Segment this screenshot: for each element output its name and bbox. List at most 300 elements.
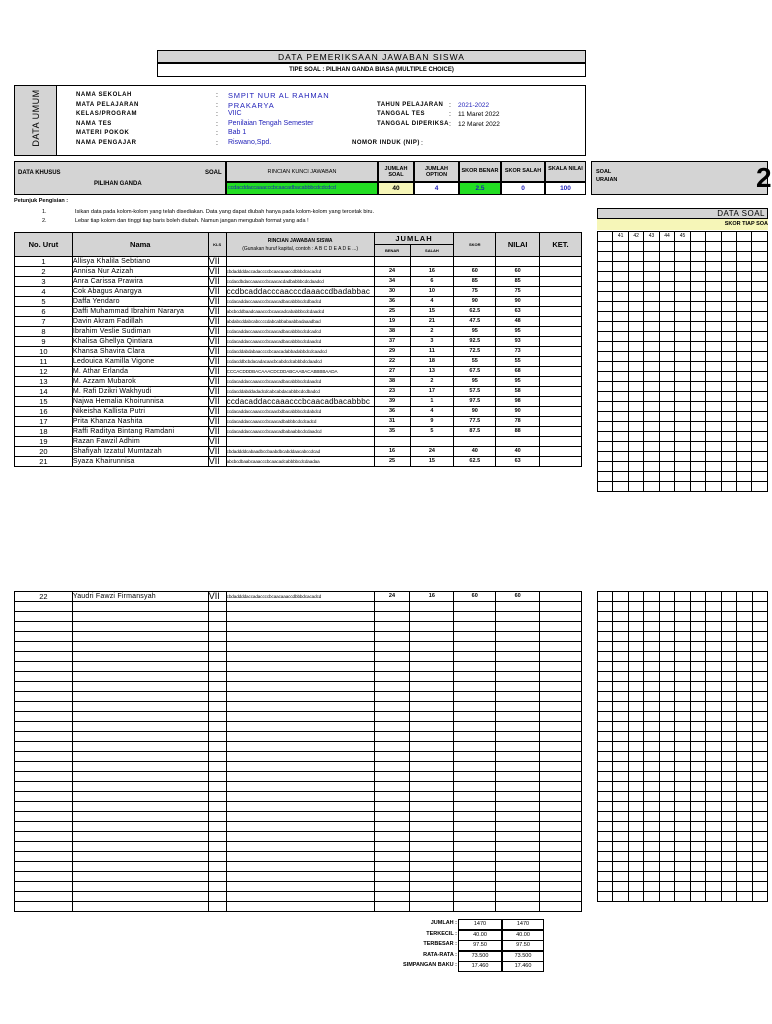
empty-cell[interactable]	[540, 732, 582, 742]
skor-soal-cell[interactable]	[613, 842, 628, 852]
skor-soal-cell[interactable]	[675, 692, 690, 702]
skor-soal-cell[interactable]	[598, 812, 613, 822]
empty-cell[interactable]	[15, 682, 73, 692]
empty-cell[interactable]	[15, 882, 73, 892]
skor-soal-cell[interactable]	[706, 442, 721, 452]
empty-cell[interactable]	[72, 882, 208, 892]
skor-soal-cell[interactable]	[721, 712, 736, 722]
empty-cell[interactable]	[496, 862, 540, 872]
skor-soal-cell[interactable]	[613, 332, 628, 342]
empty-cell[interactable]	[72, 612, 208, 622]
empty-cell[interactable]	[208, 642, 226, 652]
skor-soal-cell[interactable]	[690, 712, 705, 722]
row-kls[interactable]: VII	[208, 387, 226, 397]
skor-soal-cell[interactable]	[690, 292, 705, 302]
empty-cell[interactable]	[454, 722, 496, 732]
row-jawaban[interactable]	[226, 257, 374, 267]
empty-cell[interactable]	[15, 832, 73, 842]
skor-soal-cell[interactable]	[737, 472, 752, 482]
skor-soal-cell[interactable]	[752, 312, 768, 322]
skor-soal-cell[interactable]	[690, 252, 705, 262]
skor-soal-cell[interactable]	[659, 822, 674, 832]
skor-soal-cell[interactable]	[628, 292, 643, 302]
skor-soal-cell[interactable]	[598, 442, 613, 452]
empty-cell[interactable]	[410, 782, 454, 792]
skor-soal-cell[interactable]	[721, 282, 736, 292]
skor-soal-cell[interactable]	[659, 832, 674, 842]
row-jawaban[interactable]: ccdacaddaccaaacccbcaacbdbacabbbcdcdabdcd	[226, 407, 374, 417]
empty-cell[interactable]	[454, 882, 496, 892]
skor-soal-cell[interactable]	[706, 892, 721, 902]
skor-soal-cell[interactable]	[628, 372, 643, 382]
skor-soal-cell[interactable]	[706, 802, 721, 812]
empty-cell[interactable]	[15, 872, 73, 882]
skor-soal-cell[interactable]	[737, 622, 752, 632]
skor-soal-cell[interactable]	[598, 392, 613, 402]
skor-soal-cell[interactable]	[706, 652, 721, 662]
skor-soal-cell[interactable]	[628, 842, 643, 852]
empty-cell[interactable]	[226, 682, 374, 692]
empty-cell[interactable]	[72, 902, 208, 912]
skor-soal-cell[interactable]	[659, 372, 674, 382]
row-nama[interactable]: M. Athar Erlanda	[72, 367, 208, 377]
row-jawaban[interactable]: ccdacdbdaccaaacccbcaacacdadbabbbcdcdaadcd	[226, 277, 374, 287]
skor-soal-cell[interactable]	[690, 592, 705, 602]
skor-soal-cell[interactable]	[659, 312, 674, 322]
skor-soal-cell[interactable]	[613, 642, 628, 652]
skor-soal-cell[interactable]	[628, 702, 643, 712]
empty-cell[interactable]	[410, 762, 454, 772]
skor-soal-cell[interactable]	[628, 602, 643, 612]
skor-soal-cell[interactable]	[706, 602, 721, 612]
skor-soal-cell[interactable]	[737, 692, 752, 702]
skor-soal-cell[interactable]	[659, 392, 674, 402]
skor-soal-cell[interactable]	[675, 642, 690, 652]
skor-soal-cell[interactable]	[737, 432, 752, 442]
row-kls[interactable]: VII	[208, 427, 226, 437]
empty-cell[interactable]	[374, 832, 410, 842]
skor-soal-cell[interactable]	[706, 352, 721, 362]
skor-soal-cell[interactable]	[628, 892, 643, 902]
skor-soal-cell[interactable]	[659, 612, 674, 622]
empty-cell[interactable]	[72, 852, 208, 862]
skor-soal-cell[interactable]	[613, 402, 628, 412]
skor-soal-cell[interactable]	[613, 782, 628, 792]
row-jawaban[interactable]: CCCACDDDBACAAACDCDDABCAABACABBBBAADA	[226, 367, 374, 377]
row-kls[interactable]: VII	[208, 592, 226, 602]
skor-soal-cell[interactable]	[675, 242, 690, 252]
empty-cell[interactable]	[410, 752, 454, 762]
skor-soal-cell[interactable]	[737, 412, 752, 422]
skor-soal-cell[interactable]	[706, 792, 721, 802]
row-jawaban[interactable]: ccdacaddaccaaacccbcaacadbacabbbcdcdaadcd	[226, 377, 374, 387]
empty-cell[interactable]	[540, 692, 582, 702]
skor-soal-cell[interactable]	[598, 272, 613, 282]
skor-soal-cell[interactable]	[737, 892, 752, 902]
skor-soal-cell[interactable]	[737, 342, 752, 352]
skor-soal-cell[interactable]	[613, 752, 628, 762]
empty-cell[interactable]	[496, 692, 540, 702]
skor-soal-cell[interactable]	[706, 662, 721, 672]
skor-soal-cell[interactable]	[721, 252, 736, 262]
skor-soal-cell[interactable]	[659, 412, 674, 422]
skor-soal-cell[interactable]	[644, 632, 659, 642]
empty-cell[interactable]	[72, 822, 208, 832]
empty-cell[interactable]	[226, 822, 374, 832]
skor-soal-cell[interactable]	[659, 302, 674, 312]
empty-cell[interactable]	[15, 702, 73, 712]
row-jawaban[interactable]: ccdacaddaccaaacccbcaacadbacabbbcdcdcadcd	[226, 327, 374, 337]
empty-cell[interactable]	[454, 632, 496, 642]
skor-soal-cell[interactable]	[690, 242, 705, 252]
skor-soal-cell[interactable]	[659, 362, 674, 372]
empty-cell[interactable]	[374, 732, 410, 742]
empty-cell[interactable]	[374, 652, 410, 662]
skor-soal-cell[interactable]	[659, 452, 674, 462]
empty-cell[interactable]	[496, 762, 540, 772]
skor-soal-cell[interactable]	[721, 432, 736, 442]
skor-soal-cell[interactable]	[706, 332, 721, 342]
row-jawaban[interactable]: ccdacaddaccaaacccbcaacadbabaabbcdcdaadcd	[226, 427, 374, 437]
empty-cell[interactable]	[374, 872, 410, 882]
empty-cell[interactable]	[15, 852, 73, 862]
row-jawaban[interactable]: ccdacddabddadadcdcabcabdacabbbcdcdbadcd	[226, 387, 374, 397]
skor-soal-cell[interactable]	[613, 662, 628, 672]
skor-soal-cell[interactable]	[752, 822, 767, 832]
empty-cell[interactable]	[226, 862, 374, 872]
skor-soal-cell[interactable]	[644, 712, 659, 722]
empty-cell[interactable]	[72, 832, 208, 842]
skor-soal-cell[interactable]	[644, 382, 659, 392]
skor-soal-cell[interactable]	[690, 362, 705, 372]
empty-cell[interactable]	[226, 742, 374, 752]
empty-cell[interactable]	[72, 602, 208, 612]
skor-soal-cell[interactable]	[628, 652, 643, 662]
empty-cell[interactable]	[226, 782, 374, 792]
skor-soal-cell[interactable]	[675, 602, 690, 612]
skor-soal-cell[interactable]	[659, 762, 674, 772]
skor-soal-cell[interactable]	[752, 802, 767, 812]
skor-soal-cell[interactable]	[675, 372, 690, 382]
empty-cell[interactable]	[496, 902, 540, 912]
skor-soal-cell[interactable]	[628, 382, 643, 392]
skor-soal-cell[interactable]	[598, 372, 613, 382]
row-jawaban[interactable]: ccdacddabdabaaccccbcaacadabbadabbdcdcaadcd	[226, 347, 374, 357]
skor-soal-cell[interactable]	[675, 302, 690, 312]
skor-soal-cell[interactable]	[737, 712, 752, 722]
empty-cell[interactable]	[374, 802, 410, 812]
skor-soal-cell[interactable]	[613, 832, 628, 842]
skor-soal-cell[interactable]	[706, 692, 721, 702]
empty-cell[interactable]	[454, 772, 496, 782]
info-value[interactable]: Bab 1	[228, 129, 247, 136]
skor-soal-cell[interactable]	[613, 432, 628, 442]
skor-soal-cell[interactable]	[737, 772, 752, 782]
empty-cell[interactable]	[454, 842, 496, 852]
empty-cell[interactable]	[15, 812, 73, 822]
empty-cell[interactable]	[208, 622, 226, 632]
empty-cell[interactable]	[208, 852, 226, 862]
skor-soal-cell[interactable]	[644, 282, 659, 292]
skor-soal-cell[interactable]	[628, 612, 643, 622]
row-jawaban[interactable]: ccdacaddaccaaacccbcaacadbabbbcdcdcadcd	[226, 417, 374, 427]
skor-soal-cell[interactable]	[613, 742, 628, 752]
empty-cell[interactable]	[540, 602, 582, 612]
skor-soal-cell[interactable]	[706, 392, 721, 402]
skor-soal-cell[interactable]	[613, 602, 628, 612]
empty-cell[interactable]	[496, 872, 540, 882]
skor-soal-cell[interactable]	[613, 442, 628, 452]
skor-soal-cell[interactable]	[644, 842, 659, 852]
skor-soal-cell[interactable]	[706, 612, 721, 622]
skor-soal-cell[interactable]	[721, 312, 736, 322]
empty-cell[interactable]	[496, 652, 540, 662]
skor-soal-cell[interactable]	[659, 442, 674, 452]
skor-soal-cell[interactable]	[613, 452, 628, 462]
empty-cell[interactable]	[15, 742, 73, 752]
skor-soal-cell[interactable]	[598, 352, 613, 362]
skor-soal-cell[interactable]	[737, 302, 752, 312]
empty-cell[interactable]	[72, 782, 208, 792]
skor-soal-cell[interactable]	[721, 452, 736, 462]
skor-soal-cell[interactable]	[752, 762, 767, 772]
skor-soal-cell[interactable]	[737, 732, 752, 742]
row-kls[interactable]: VII	[208, 267, 226, 277]
skor-soal-cell[interactable]	[644, 442, 659, 452]
skor-soal-cell[interactable]	[659, 722, 674, 732]
skor-soal-cell[interactable]	[613, 412, 628, 422]
skor-soal-cell[interactable]	[644, 772, 659, 782]
empty-cell[interactable]	[454, 662, 496, 672]
skor-soal-cell[interactable]	[706, 262, 721, 272]
skor-soal-cell[interactable]	[628, 312, 643, 322]
skor-soal-cell[interactable]	[721, 722, 736, 732]
skor-soal-cell[interactable]	[721, 862, 736, 872]
skor-soal-cell[interactable]	[690, 442, 705, 452]
skor-soal-cell[interactable]	[752, 692, 767, 702]
skor-soal-cell[interactable]	[675, 722, 690, 732]
skor-soal-cell[interactable]	[644, 782, 659, 792]
skor-soal-cell[interactable]	[644, 642, 659, 652]
skor-soal-cell[interactable]	[721, 412, 736, 422]
empty-cell[interactable]	[208, 832, 226, 842]
skor-soal-cell[interactable]	[644, 392, 659, 402]
empty-cell[interactable]	[15, 602, 73, 612]
row-kls[interactable]: VII	[208, 437, 226, 447]
empty-cell[interactable]	[374, 612, 410, 622]
empty-cell[interactable]	[496, 662, 540, 672]
skor-soal-cell[interactable]	[690, 602, 705, 612]
empty-cell[interactable]	[72, 702, 208, 712]
empty-cell[interactable]	[72, 682, 208, 692]
skor-soal-cell[interactable]	[644, 312, 659, 322]
skor-soal-cell[interactable]	[628, 692, 643, 702]
skor-soal-cell[interactable]	[613, 622, 628, 632]
skor-soal-cell[interactable]	[613, 592, 628, 602]
empty-cell[interactable]	[374, 742, 410, 752]
jumlah-soal-value[interactable]: 40	[378, 182, 414, 195]
empty-cell[interactable]	[496, 882, 540, 892]
empty-cell[interactable]	[496, 672, 540, 682]
empty-cell[interactable]	[72, 772, 208, 782]
skor-soal-cell[interactable]	[659, 252, 674, 262]
skor-soal-cell[interactable]	[675, 772, 690, 782]
skor-benar-value[interactable]: 2.5	[459, 182, 501, 195]
empty-cell[interactable]	[374, 602, 410, 612]
skor-soal-cell[interactable]	[690, 412, 705, 422]
skor-soal-cell[interactable]	[628, 592, 643, 602]
skor-soal-cell[interactable]	[752, 332, 768, 342]
row-nama[interactable]: Syaza Khairunnisa	[72, 457, 208, 467]
skor-soal-cell[interactable]	[721, 872, 736, 882]
skor-soal-cell[interactable]	[737, 362, 752, 372]
row-jawaban[interactable]: ccdbcaddacccaacccdaaaccdbadabbac	[226, 287, 374, 297]
skor-soal-cell[interactable]	[598, 892, 613, 902]
empty-cell[interactable]	[496, 772, 540, 782]
skor-soal-cell[interactable]	[737, 312, 752, 322]
empty-cell[interactable]	[72, 652, 208, 662]
row-jawaban[interactable]: ccdacaddaccaaacccbcaacadbacabbbcdcdaadcd	[226, 337, 374, 347]
skor-soal-cell[interactable]	[721, 692, 736, 702]
empty-cell[interactable]	[496, 842, 540, 852]
skor-soal-cell[interactable]	[737, 632, 752, 642]
skor-soal-cell[interactable]	[628, 402, 643, 412]
skor-soal-cell[interactable]	[737, 262, 752, 272]
skor-soal-cell[interactable]	[706, 462, 721, 472]
row-kls[interactable]: VII	[208, 277, 226, 287]
skor-soal-cell[interactable]	[613, 242, 628, 252]
info-value[interactable]: Penilaian Tengah Semester	[228, 119, 314, 127]
skor-soal-cell[interactable]	[659, 752, 674, 762]
skor-soal-cell[interactable]	[721, 672, 736, 682]
row-nama[interactable]: Yaudri Fawzi Firmansyah	[72, 592, 208, 602]
skor-soal-cell[interactable]	[737, 702, 752, 712]
skor-soal-cell[interactable]	[690, 662, 705, 672]
skor-soal-cell[interactable]	[644, 672, 659, 682]
skor-soal-cell[interactable]	[737, 652, 752, 662]
empty-cell[interactable]	[410, 622, 454, 632]
skor-soal-cell[interactable]	[752, 342, 768, 352]
skor-soal-cell[interactable]	[752, 602, 767, 612]
empty-cell[interactable]	[15, 822, 73, 832]
skor-soal-cell[interactable]	[613, 712, 628, 722]
skor-soal-cell[interactable]	[690, 272, 705, 282]
empty-cell[interactable]	[496, 642, 540, 652]
row-nama[interactable]: Khalisa Ghellya Qintiara	[72, 337, 208, 347]
skor-soal-cell[interactable]	[644, 692, 659, 702]
row-jawaban[interactable]: cbdaddddaccadaccccbcaacaaaccdbbbdcacadcd	[226, 592, 374, 602]
skor-soal-cell[interactable]	[628, 762, 643, 772]
skor-soal-cell[interactable]	[613, 422, 628, 432]
empty-cell[interactable]	[208, 812, 226, 822]
empty-cell[interactable]	[540, 902, 582, 912]
skor-soal-cell[interactable]	[644, 802, 659, 812]
skor-soal-cell[interactable]	[628, 772, 643, 782]
empty-cell[interactable]	[410, 642, 454, 652]
skor-soal-cell[interactable]	[675, 392, 690, 402]
skor-soal-cell[interactable]	[598, 872, 613, 882]
empty-cell[interactable]	[374, 632, 410, 642]
skor-soal-cell[interactable]	[706, 682, 721, 692]
skor-soal-cell[interactable]	[690, 282, 705, 292]
row-nama[interactable]: Davin Akram Fadillah	[72, 317, 208, 327]
skor-soal-cell[interactable]	[613, 482, 628, 492]
skor-soal-cell[interactable]	[706, 472, 721, 482]
empty-cell[interactable]	[15, 692, 73, 702]
skor-soal-cell[interactable]	[675, 732, 690, 742]
skor-soal-cell[interactable]	[721, 342, 736, 352]
row-kls[interactable]: VII	[208, 327, 226, 337]
empty-cell[interactable]	[540, 852, 582, 862]
skor-soal-cell[interactable]	[721, 852, 736, 862]
skor-soal-cell[interactable]	[706, 872, 721, 882]
skor-soal-cell[interactable]	[628, 792, 643, 802]
skor-soal-cell[interactable]	[737, 682, 752, 692]
skor-soal-cell[interactable]	[690, 822, 705, 832]
skor-soal-cell[interactable]	[659, 742, 674, 752]
empty-cell[interactable]	[226, 892, 374, 902]
empty-cell[interactable]	[454, 862, 496, 872]
empty-cell[interactable]	[410, 662, 454, 672]
skor-soal-cell[interactable]	[737, 662, 752, 672]
empty-cell[interactable]	[72, 802, 208, 812]
empty-cell[interactable]	[226, 672, 374, 682]
row-nama[interactable]: Daffi Muhammad Ibrahim Nararya	[72, 307, 208, 317]
skor-soal-cell[interactable]	[659, 622, 674, 632]
empty-cell[interactable]	[454, 892, 496, 902]
skor-soal-cell[interactable]	[675, 432, 690, 442]
row-nama[interactable]: Annisa Nur Azizah	[72, 267, 208, 277]
skor-soal-cell[interactable]	[628, 252, 643, 262]
skor-soal-cell[interactable]	[721, 362, 736, 372]
empty-cell[interactable]	[15, 612, 73, 622]
skor-soal-cell[interactable]	[598, 282, 613, 292]
skor-soal-cell[interactable]	[690, 382, 705, 392]
row-kls[interactable]: VII	[208, 307, 226, 317]
skor-soal-cell[interactable]	[690, 342, 705, 352]
skor-soal-cell[interactable]	[628, 282, 643, 292]
skor-soal-cell[interactable]	[628, 832, 643, 842]
skor-soal-cell[interactable]	[659, 592, 674, 602]
empty-cell[interactable]	[72, 642, 208, 652]
skor-soal-cell[interactable]	[675, 852, 690, 862]
skor-soal-cell[interactable]	[737, 252, 752, 262]
skor-soal-cell[interactable]	[737, 272, 752, 282]
skor-soal-cell[interactable]	[613, 392, 628, 402]
empty-cell[interactable]	[226, 602, 374, 612]
skor-soal-cell[interactable]	[737, 322, 752, 332]
row-nama[interactable]: Ledouica Kamilla Vigone	[72, 357, 208, 367]
row-jawaban[interactable]: cbdaddddcabaadbccbaabdbcabddaacabccdcad	[226, 447, 374, 457]
skor-soal-cell[interactable]	[644, 412, 659, 422]
empty-cell[interactable]	[454, 622, 496, 632]
empty-cell[interactable]	[72, 862, 208, 872]
skor-soal-cell[interactable]	[690, 312, 705, 322]
skor-soal-cell[interactable]	[675, 452, 690, 462]
empty-cell[interactable]	[540, 612, 582, 622]
empty-cell[interactable]	[410, 862, 454, 872]
skor-soal-cell[interactable]	[706, 832, 721, 842]
empty-cell[interactable]	[15, 672, 73, 682]
empty-cell[interactable]	[496, 632, 540, 642]
empty-cell[interactable]	[15, 642, 73, 652]
row-jawaban[interactable]: abcbcddbaadcaaacccbcaacadcababbbcdcdaadcd	[226, 307, 374, 317]
skor-soal-cell[interactable]	[659, 892, 674, 902]
row-jawaban[interactable]: abdabcddabcabccccdabcabbabaabbadaaadbad	[226, 317, 374, 327]
info-value[interactable]: PRAKARYA	[228, 100, 275, 110]
skor-soal-cell[interactable]	[644, 262, 659, 272]
empty-cell[interactable]	[208, 752, 226, 762]
